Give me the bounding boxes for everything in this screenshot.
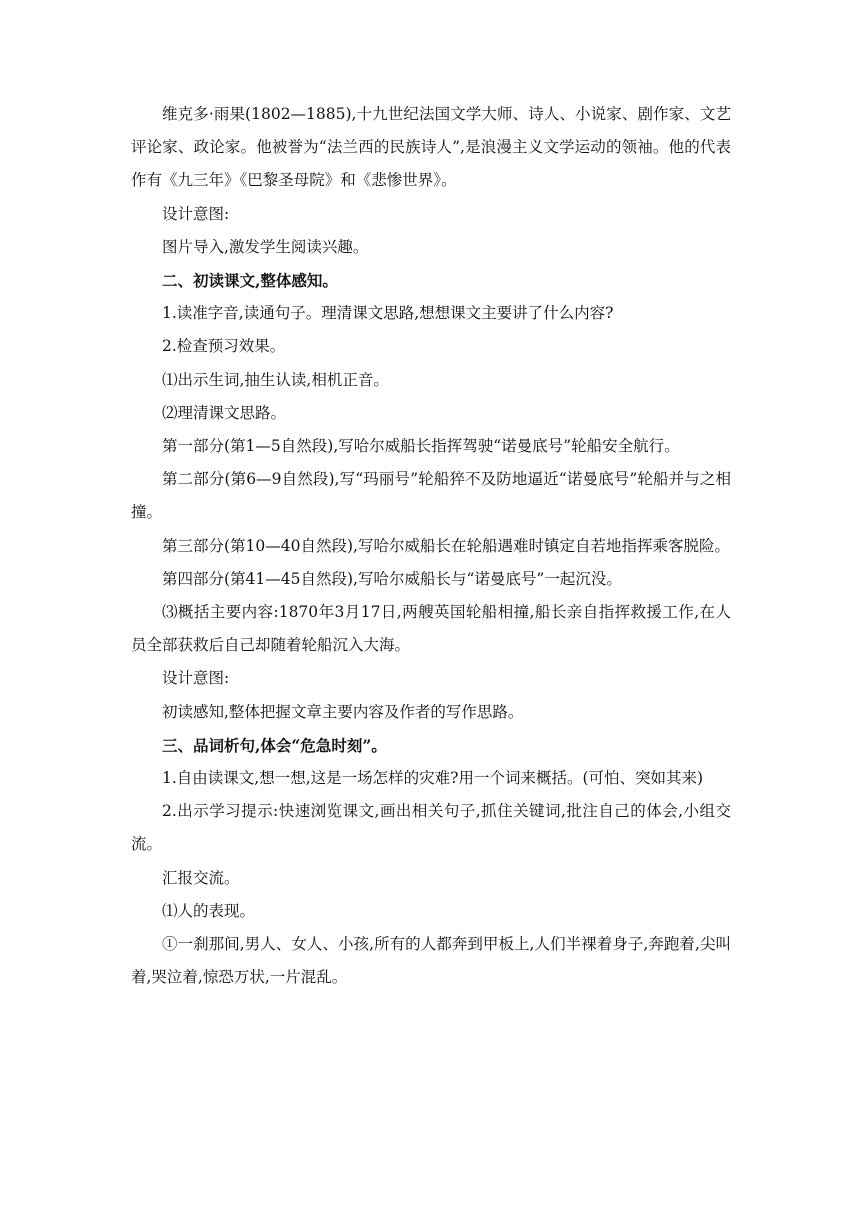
paragraph: 汇报交流。 [162, 868, 240, 887]
paragraph-summary: ⑶概括主要内容:1870年3月17日,两艘英国轮船相撞,船长亲自指挥救援工作,在人员全部获救后自己却随着轮船沉入大海。 [131, 603, 731, 655]
paragraph: ⑴人的表现。 [162, 901, 256, 920]
paragraph-part-two: 第二部分(第6—9自然段),写“玛丽号”轮船猝不及防地逼近“诺曼底号”轮船并与之相撞。 [131, 470, 731, 522]
paragraph-design-intent: 设计意图: [162, 204, 230, 223]
paragraph: 1.读准字音,读通句子。理清课文思路,想想课文主要讲了什么内容? [162, 304, 614, 323]
paragraph: 初读感知,整体把握文章主要内容及作者的写作思路。 [162, 702, 524, 721]
paragraph-part-three: 第三部分(第10—40自然段),写哈尔威船长在轮船遇难时镇定自若地指挥乘客脱险。 [162, 536, 730, 555]
paragraph-design-intent: 设计意图: [162, 669, 230, 688]
paragraph: 2.出示学习提示:快速浏览课文,画出相关句子,抓住关键词,批注自己的体会,小组交流。 [131, 802, 731, 854]
section-heading: 三、品词析句,体会“危急时刻”。 [162, 735, 387, 755]
paragraph: 1.自由读课文,想一想,这是一场怎样的灾难?用一个词来概括。(可怕、突如其来) [162, 769, 704, 788]
paragraph: 图片导入,激发学生阅读兴趣。 [162, 237, 369, 256]
body-text [131, 98, 731, 994]
section-heading: 二、初读课文,整体感知。 [162, 271, 338, 291]
paragraph-hugo-intro: 维克多·雨果(1802—1885),十九世纪法国文学大师、诗人、小说家、剧作家、文艺评论家、政论家。他被誉为“法兰西的民族诗人”,是浪漫主义文学运动的领袖。他的代表作有《九三年》《巴黎圣母院》和《悲惨世界》。 [131, 105, 731, 190]
paragraph: ⑵理清课文思路。 [162, 403, 287, 422]
paragraph: ①一刹那间,男人、女人、小孩,所有的人都奔到甲板上,人们半裸着身子,奔跑着,尖叫着,哭泣着,惊恐万状,一片混乱。 [131, 935, 731, 987]
paragraph: 2.检查预习效果。 [162, 337, 286, 356]
paragraph: ⑴出示生词,抽生认读,相机正音。 [162, 370, 389, 389]
paragraph-part-one: 第一部分(第1—5自然段),写哈尔威船长指挥驾驶“诺曼底号”轮船安全航行。 [162, 437, 680, 456]
paragraph-part-four: 第四部分(第41—45自然段),写哈尔威船长与“诺曼底号”一起沉没。 [162, 569, 622, 588]
